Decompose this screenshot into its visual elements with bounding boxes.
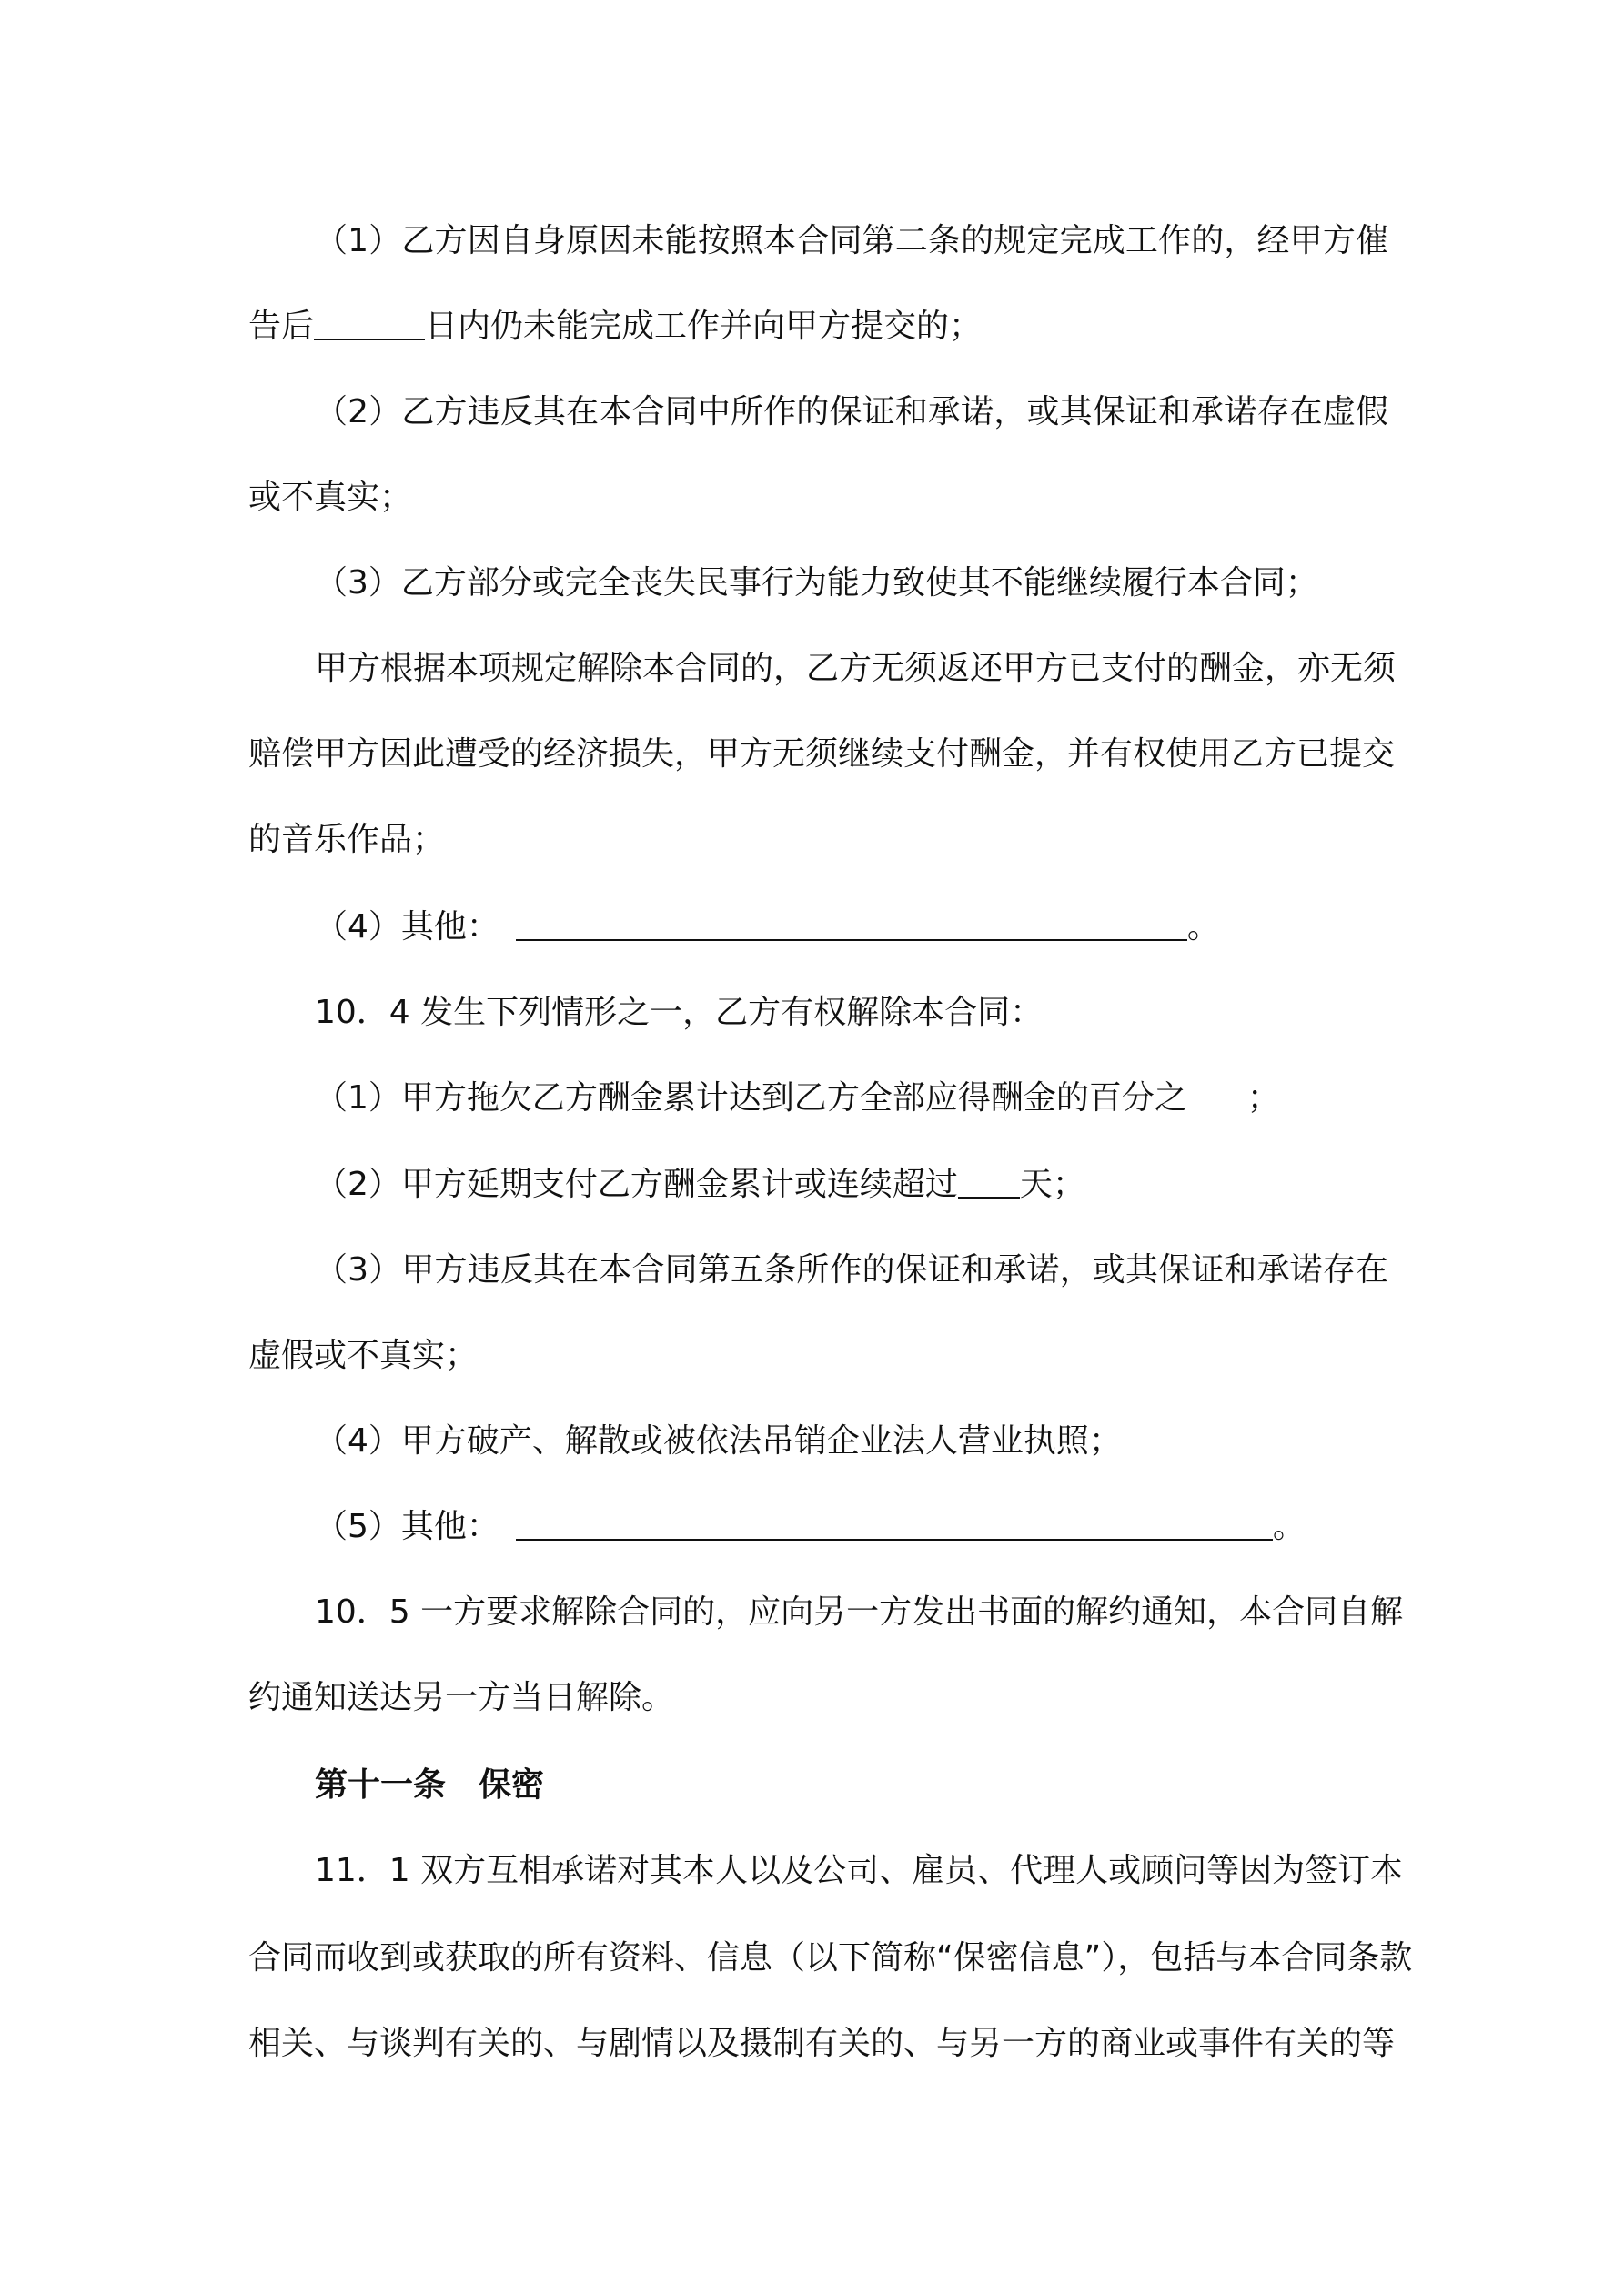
- clause-10-3-item-3: （3）乙方部分或完全丧失民事行为能力致使其不能继续履行本合同；: [315, 564, 1318, 602]
- article-11-heading: 第十一条 保密: [315, 1766, 545, 1804]
- clause-10-3-consequence: 甲方根据本项规定解除本合同的，乙方无须返还甲方已支付的酬金，亦无须: [315, 650, 1397, 687]
- clause-10-3-consequence-end: 的音乐作品；: [248, 821, 446, 858]
- clause-10-3-item-1: （1）乙方因自身原因未能按照本合同第二条的规定完成工作的，经甲方催: [315, 222, 1388, 259]
- clause-10-3-item-2: （2）乙方违反其在本合同中所作的保证和承诺，或其保证和承诺存在虚假: [315, 393, 1388, 430]
- clause-11-1-cont: 合同而收到或获取的所有资料、信息（以下简称“保密信息”），包括与本合同条款: [248, 1939, 1413, 1977]
- blank-other-field: [516, 1506, 1273, 1541]
- clause-10-4-heading: 10．4 发生下列情形之一，乙方有权解除本合同：: [315, 994, 1044, 1031]
- clause-10-4-item-4: （4）甲方破产、解散或被依法吊销企业法人营业执照；: [315, 1422, 1122, 1460]
- clause-10-4-item-3: （3）甲方违反其在本合同第五条所作的保证和承诺，或其保证和承诺存在: [315, 1251, 1388, 1289]
- clause-11-1-cont-2: 相关、与谈判有关的、与剧情以及摄制有关的、与另一方的商业或事件有关的等: [248, 2025, 1396, 2062]
- blank-days-field: [958, 1164, 1020, 1199]
- clause-10-3-item-2-cont: 或不真实；: [248, 479, 413, 516]
- clause-10-4-item-2: （2）甲方延期支付乙方酬金累计或连续超过 天；: [315, 1166, 1085, 1203]
- blank-days-field: [314, 306, 425, 340]
- clause-11-1: 11．1 双方互相承诺对其本人以及公司、雇员、代理人或顾问等因为签订本: [315, 1852, 1404, 1889]
- clause-10-4-item-1: （1）甲方拖欠乙方酬金累计达到乙方全部应得酬金的百分之 ；: [315, 1079, 1280, 1117]
- clause-10-4-item-3-cont: 虚假或不真实；: [248, 1337, 479, 1374]
- blank-other-field: [516, 906, 1187, 941]
- clause-10-5: 10．5 一方要求解除合同的，应向另一方发出书面的解约通知，本合同自解: [315, 1593, 1404, 1631]
- clause-10-5-cont: 约通知送达另一方当日解除。: [248, 1679, 675, 1716]
- clause-10-4-item-5: （5）其他： 。: [315, 1508, 1306, 1545]
- clause-10-3-item-1-cont: 告后 日内仍未能完成工作并向甲方提交的；: [248, 308, 983, 345]
- clause-10-3-consequence-cont: 赔偿甲方因此遭受的经济损失，甲方无须继续支付酬金，并有权使用乙方已提交: [248, 735, 1396, 773]
- clause-10-3-item-4: （4）其他： 。: [315, 908, 1220, 946]
